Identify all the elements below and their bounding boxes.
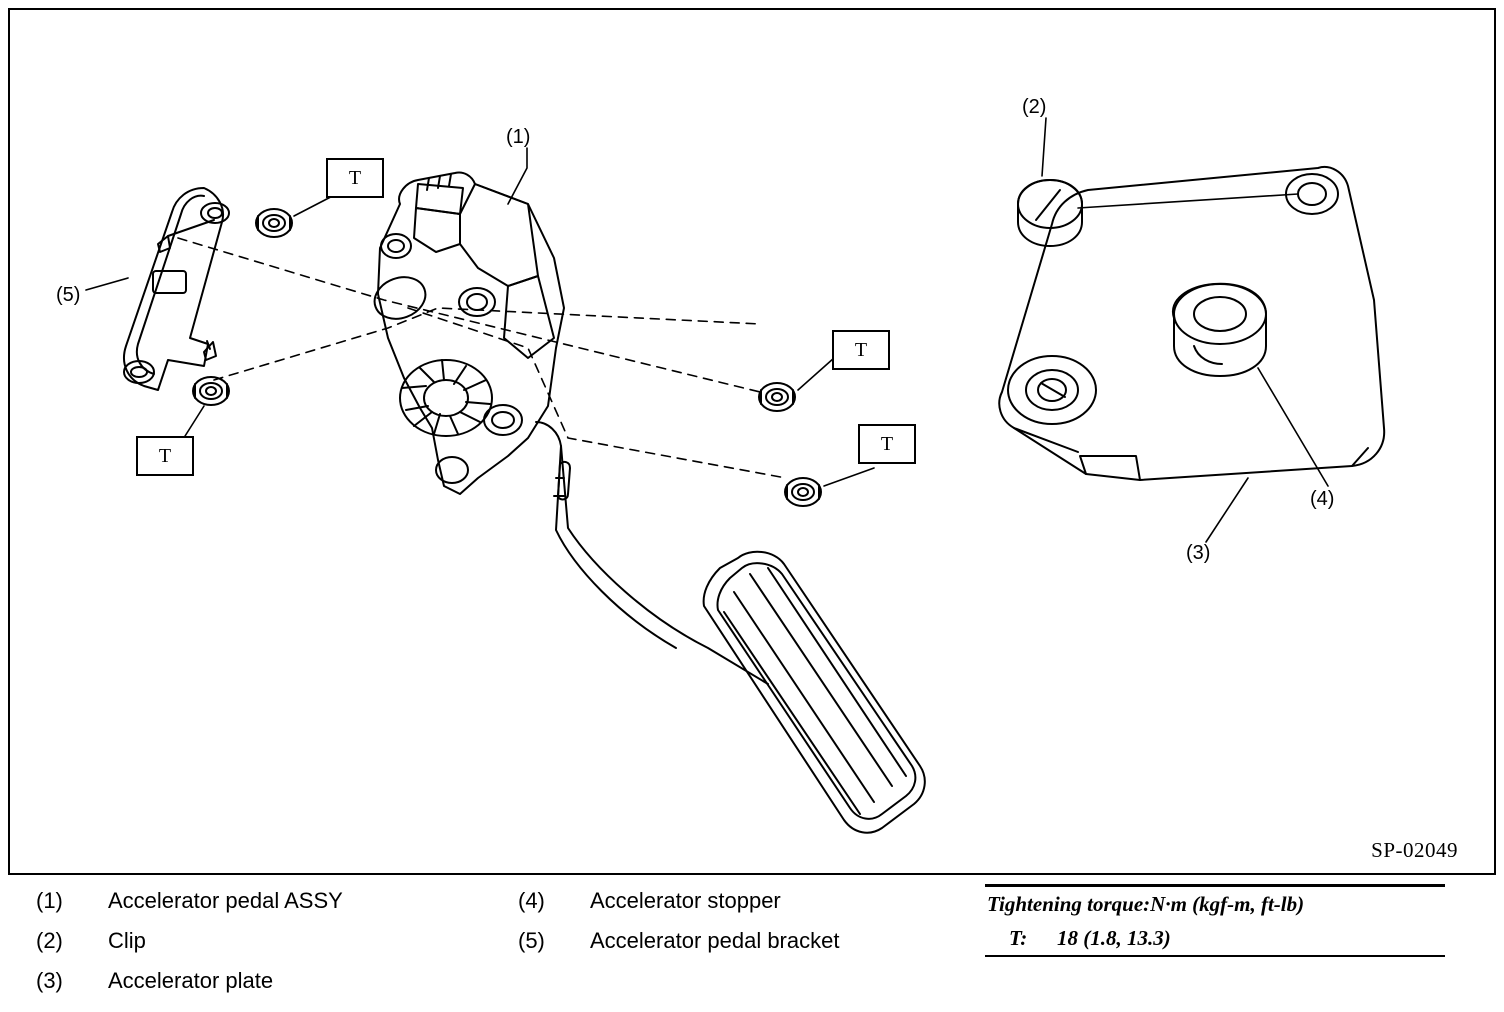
torque-mark-3 [832, 330, 890, 370]
callout-1: (1) [506, 126, 531, 148]
part-code: SP-02049 [1371, 838, 1458, 862]
callout-3: (3) [1186, 542, 1211, 564]
callout-5: (5) [56, 284, 81, 306]
torque-mark-4 [858, 424, 916, 464]
clip-art [1018, 180, 1082, 246]
torque-mark-1 [326, 158, 384, 198]
tightening-torque-table [985, 884, 1445, 957]
nut-upper-left [256, 209, 292, 237]
legend-index: (2) [36, 928, 63, 953]
torque-mark-2 [136, 436, 194, 476]
leader-lines [86, 118, 1328, 542]
torque-mark-label: T [880, 432, 894, 455]
nut-lower-left [193, 377, 229, 405]
legend-column-1 [36, 888, 343, 1008]
legend-label: Accelerator pedal ASSY [108, 888, 343, 913]
nut-lower-right [785, 478, 821, 506]
accelerator-stopper-art [1173, 284, 1266, 376]
legend-item [518, 888, 839, 928]
torque-mark-label: T [348, 166, 362, 189]
accelerator-pedal-bracket-art [124, 188, 229, 390]
torque-row [985, 921, 1445, 955]
legend-label: Accelerator stopper [590, 888, 781, 913]
legend-item [36, 968, 343, 1008]
torque-heading: Tightening torque:N·m (kgf-m, ft-lb) [987, 892, 1305, 916]
torque-mark-label: T [158, 444, 172, 467]
callout-4: (4) [1310, 488, 1335, 510]
legend-column-2 [518, 888, 839, 968]
torque-key: T: [1009, 926, 1028, 950]
legend-label: Accelerator pedal bracket [590, 928, 840, 953]
legend-index: (4) [518, 888, 545, 913]
accelerator-plate-art [999, 167, 1384, 480]
legend-index: (5) [518, 928, 545, 953]
accelerator-pedal-assembly-art [369, 173, 925, 833]
exploded-view-illustration [8, 8, 1496, 875]
legend-item [518, 928, 839, 968]
legend-item [36, 888, 343, 928]
torque-mark-label: T [854, 338, 868, 361]
legend-label: Accelerator plate [108, 968, 274, 993]
legend-index: (3) [36, 968, 63, 993]
legend-label: Clip [108, 928, 146, 953]
callout-2: (2) [1022, 96, 1047, 118]
legend-index: (1) [36, 888, 63, 913]
torque-value: 18 (1.8, 13.3) [1057, 926, 1171, 950]
legend-item [36, 928, 343, 968]
torque-rule-bottom [985, 955, 1445, 957]
nut-mid-right [759, 383, 795, 411]
